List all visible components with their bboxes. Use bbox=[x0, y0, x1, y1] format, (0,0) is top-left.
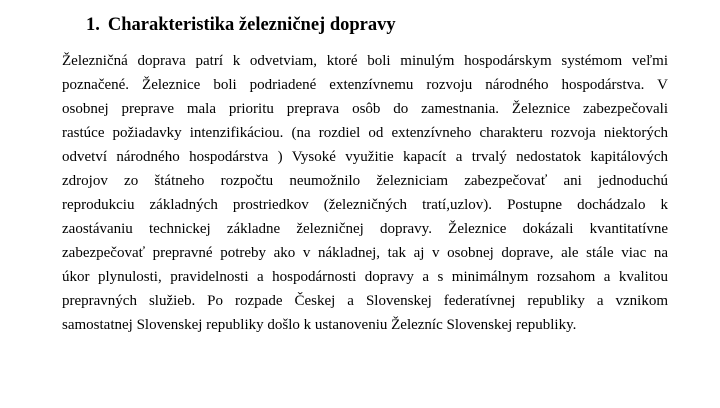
paragraph-line: osobnej preprave mala prioritu preprava osôb do zamestnania. Železnice zabezpečovali bbox=[62, 101, 668, 117]
paragraph-line: reprodukciu základných prostriedkov (železničných tratí,uzlov). Postupne dochádzalo k bbox=[62, 197, 668, 213]
paragraph-line: rastúce požiadavky intenzifikáciou. (na rozdiel od extenzívneho charakteru rozvoja niektorých bbox=[62, 125, 668, 141]
paragraph-line: zabezpečovať prepravné potreby ako v nákladnej, tak aj v osobnej doprave, ale stále viac na bbox=[62, 245, 668, 261]
body-paragraph bbox=[62, 48, 668, 333]
paragraph-line: samostatnej Slovenskej republiky došlo k ustanoveniu Železníc Slovenskej republiky. bbox=[62, 317, 577, 333]
paragraph-line: Železničná doprava patrí k odvetviam, ktoré boli minulým hospodárskym systémom veľmi bbox=[62, 53, 668, 69]
paragraph-line: úkor plynulosti, pravidelnosti a hospodárnosti dopravy a s minimálnym rozsahom a kvalitou bbox=[62, 269, 668, 285]
section-title: Charakteristika železničnej dopravy bbox=[107, 15, 396, 35]
section-heading bbox=[86, 15, 396, 36]
paragraph-line: poznačené. Železnice boli podriadené extenzívnemu rozvoju národného hospodárstva. V bbox=[62, 77, 668, 93]
paragraph-line: prepravných služieb. Po rozpade Českej a Slovenskej federatívnej republiky a vznikom bbox=[62, 293, 668, 309]
paragraph-line: odvetví národného hospodárstva ) Vysoké využitie kapacít a trvalý nedostatok kapitálových bbox=[62, 149, 668, 165]
section-number: 1. bbox=[86, 15, 100, 35]
paragraph-line: zdrojov zo štátneho rozpočtu neumožnilo železniciam zabezpečovať ani jednoduchú bbox=[62, 173, 668, 189]
paragraph-line: zaostávaniu technickej základne železničnej dopravy. Železnice dokázali kvantitatívne bbox=[62, 221, 668, 237]
